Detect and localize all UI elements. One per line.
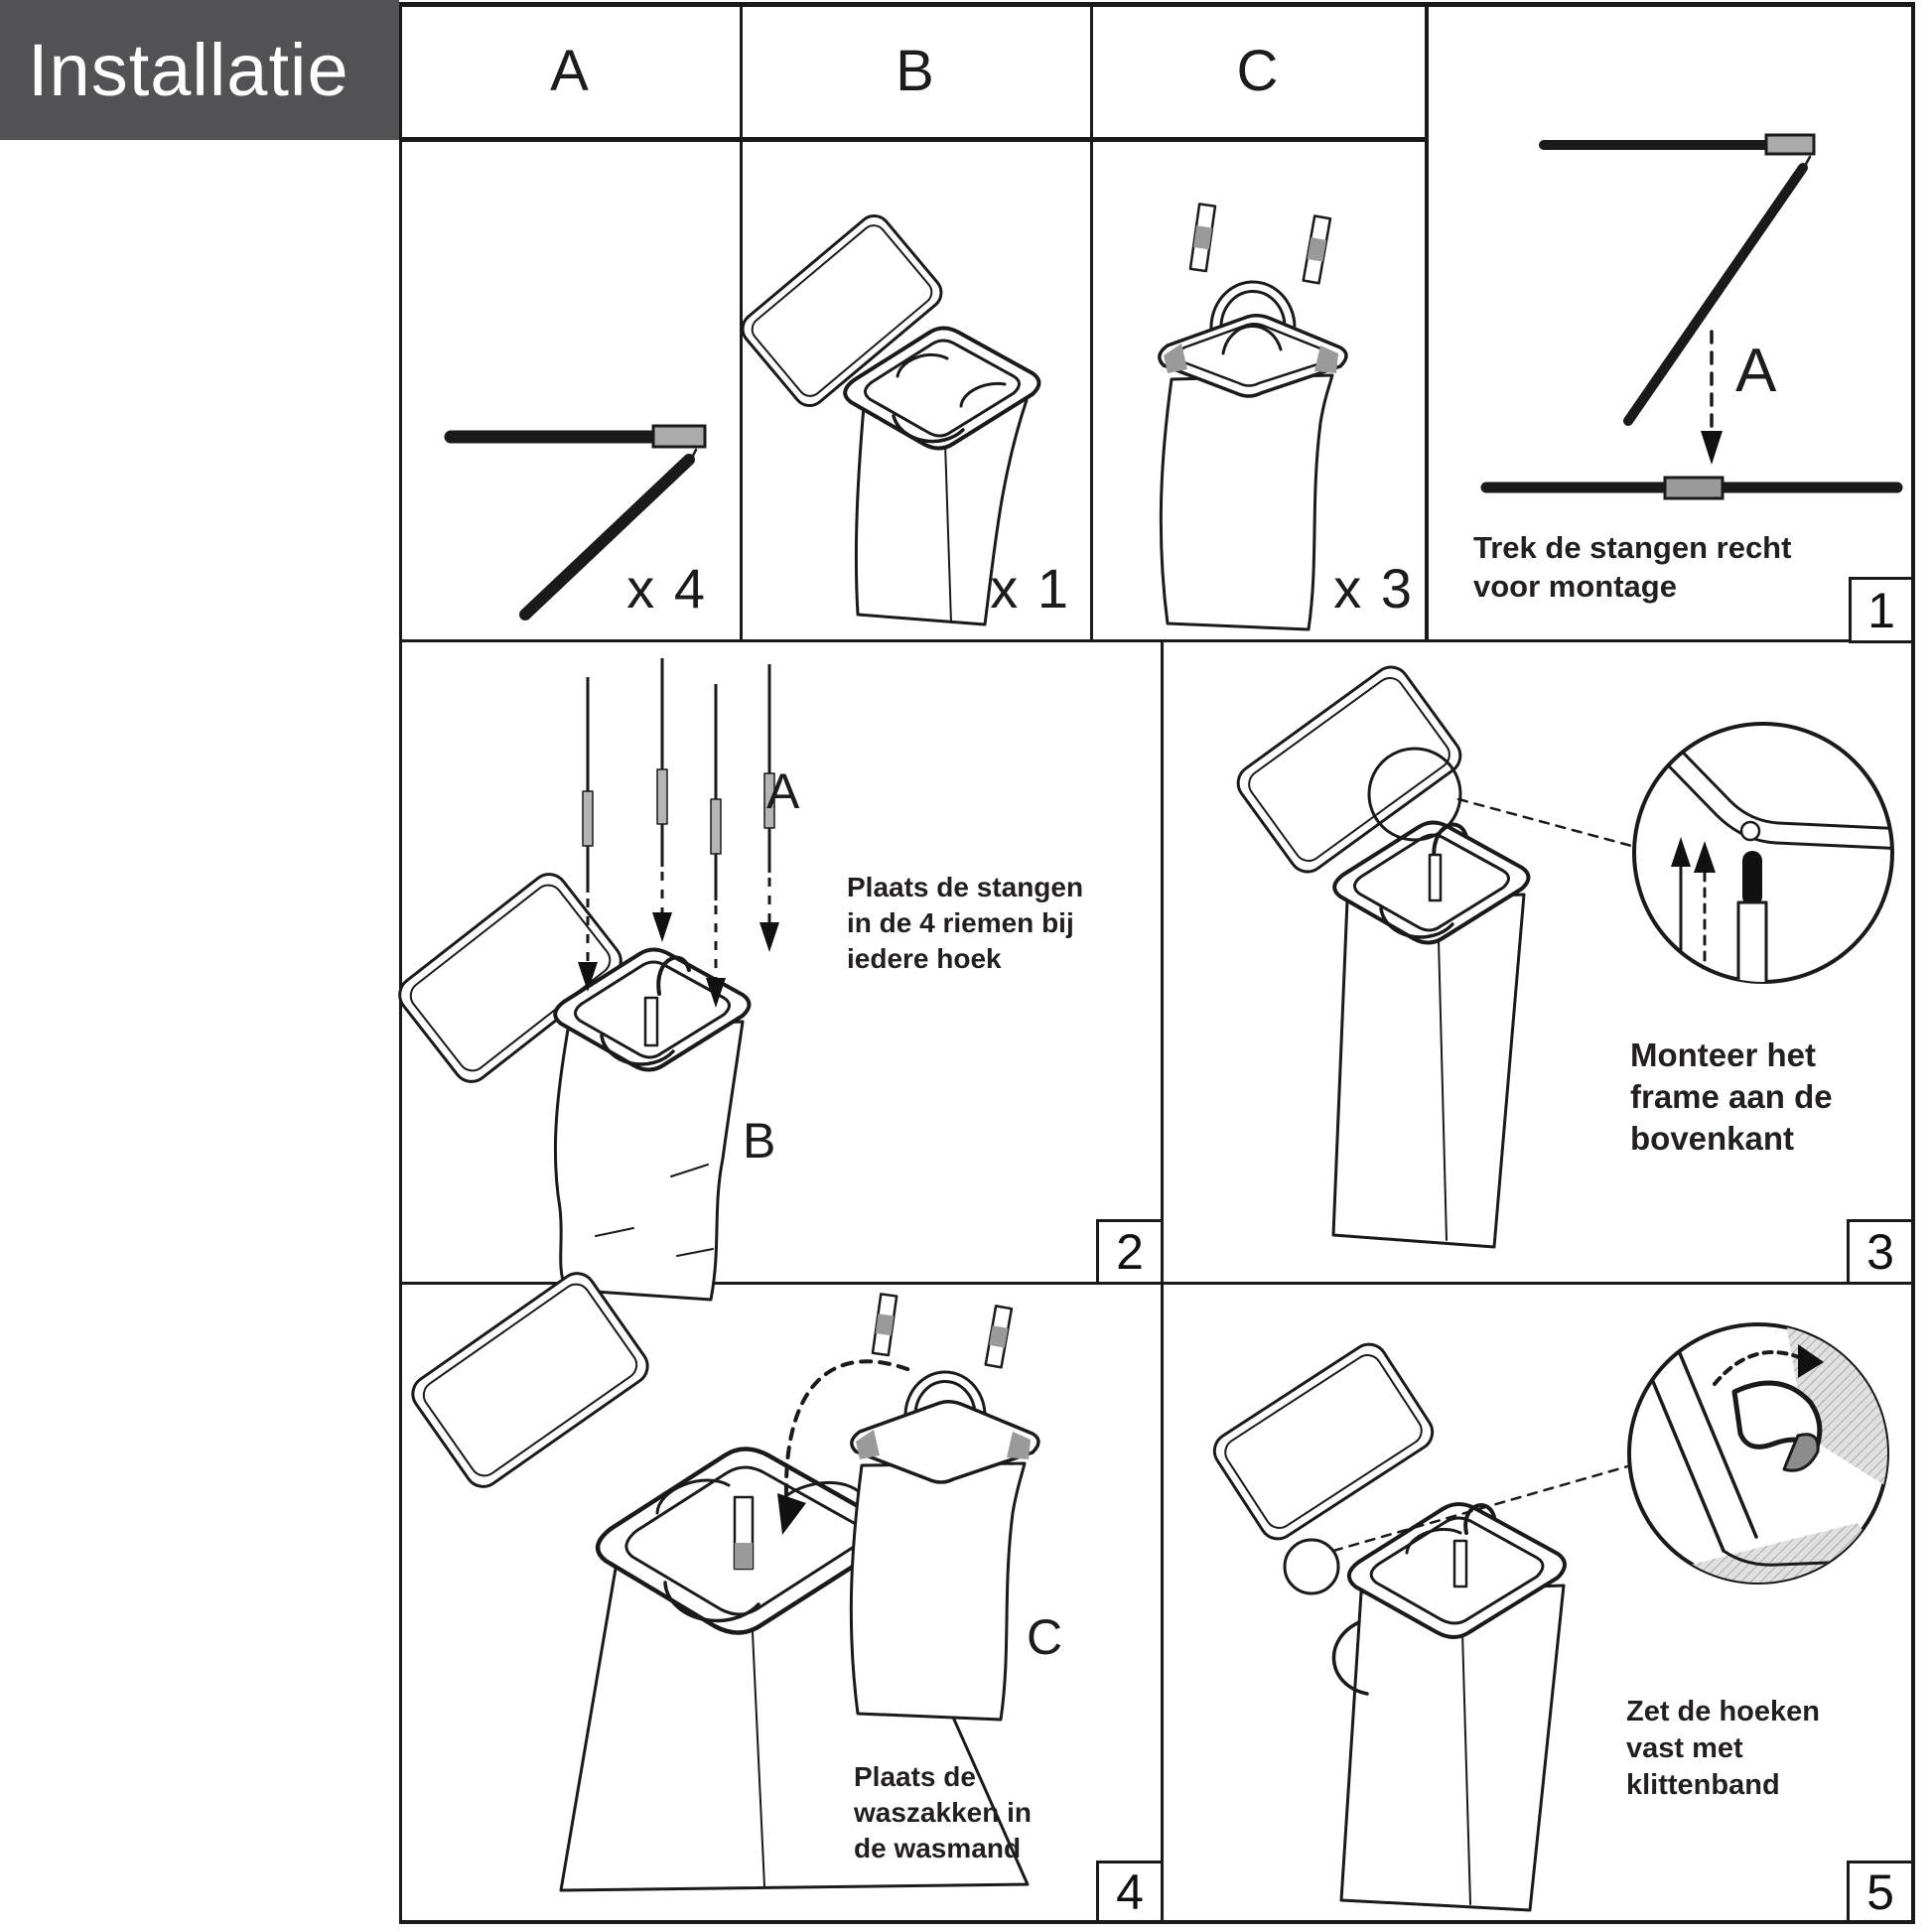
step2-number: 2 xyxy=(1116,1224,1144,1280)
step4-text: Plaats de waszakken in de wasmand xyxy=(854,1761,1032,1863)
bag-strap-left xyxy=(1190,204,1215,271)
rod-3 xyxy=(706,684,726,1008)
step3-text: Monteer het frame aan de bovenkant xyxy=(1630,1036,1833,1157)
bent-rod-connector xyxy=(1766,135,1814,154)
rod-black-tip xyxy=(1742,851,1762,906)
step2-ref-letter-a: A xyxy=(766,763,800,819)
page-title: Installatie xyxy=(28,29,349,111)
rod-2 xyxy=(652,658,672,942)
grid-border-right xyxy=(1911,2,1915,1924)
step2-ref-letter-b: B xyxy=(743,1113,776,1169)
basket-lid xyxy=(406,1267,654,1494)
rod-connector xyxy=(653,426,705,447)
detail-connector-dashes xyxy=(1458,799,1635,847)
bag-body xyxy=(851,1463,1025,1720)
straight-rod-connector xyxy=(1665,478,1723,498)
step1-text: Trek de stangen recht voor montage xyxy=(1473,530,1792,604)
step4-ref-letter: C xyxy=(1027,1609,1063,1665)
pull-arrow-head xyxy=(1701,431,1723,465)
column-header-a: A xyxy=(550,39,589,103)
step2-text: Plaats de stangen in de 4 riemen bij iedere hoek xyxy=(847,872,1084,974)
step3-illustration xyxy=(1163,642,1911,1282)
step1-number: 1 xyxy=(1867,582,1895,638)
part-b-quantity: x 1 xyxy=(990,557,1070,620)
step4-number: 4 xyxy=(1116,1863,1144,1920)
part-a-quantity: x 4 xyxy=(626,557,707,620)
step5-illustration xyxy=(1163,1285,1911,1920)
detail-source-circle xyxy=(1285,1540,1338,1593)
step5-text: Zet de hoeken vast met klittenband xyxy=(1626,1696,1820,1801)
step1-ref-letter: A xyxy=(1735,337,1777,405)
step5-number: 5 xyxy=(1866,1863,1894,1920)
rod-sleeve xyxy=(1738,902,1766,990)
step2-number-box xyxy=(1096,1219,1164,1285)
basket-lid xyxy=(1207,1337,1439,1546)
step5-number-box xyxy=(1847,1861,1914,1923)
step1-number-box xyxy=(1849,577,1914,643)
bag-strap-right xyxy=(986,1306,1012,1367)
title-banner xyxy=(0,0,399,140)
frame-corner-joint xyxy=(1741,822,1759,840)
part-c-quantity: x 3 xyxy=(1333,557,1414,620)
step3-number: 3 xyxy=(1866,1224,1894,1280)
step4-number-box xyxy=(1096,1861,1164,1923)
bent-rod-diagonal xyxy=(1628,168,1803,421)
column-header-c: C xyxy=(1236,39,1279,103)
bag-strap-left xyxy=(873,1294,897,1355)
step3-number-box xyxy=(1847,1219,1914,1285)
basket-body xyxy=(1333,895,1524,1247)
column-header-b: B xyxy=(896,39,934,103)
bag-strap-right xyxy=(1304,215,1330,283)
